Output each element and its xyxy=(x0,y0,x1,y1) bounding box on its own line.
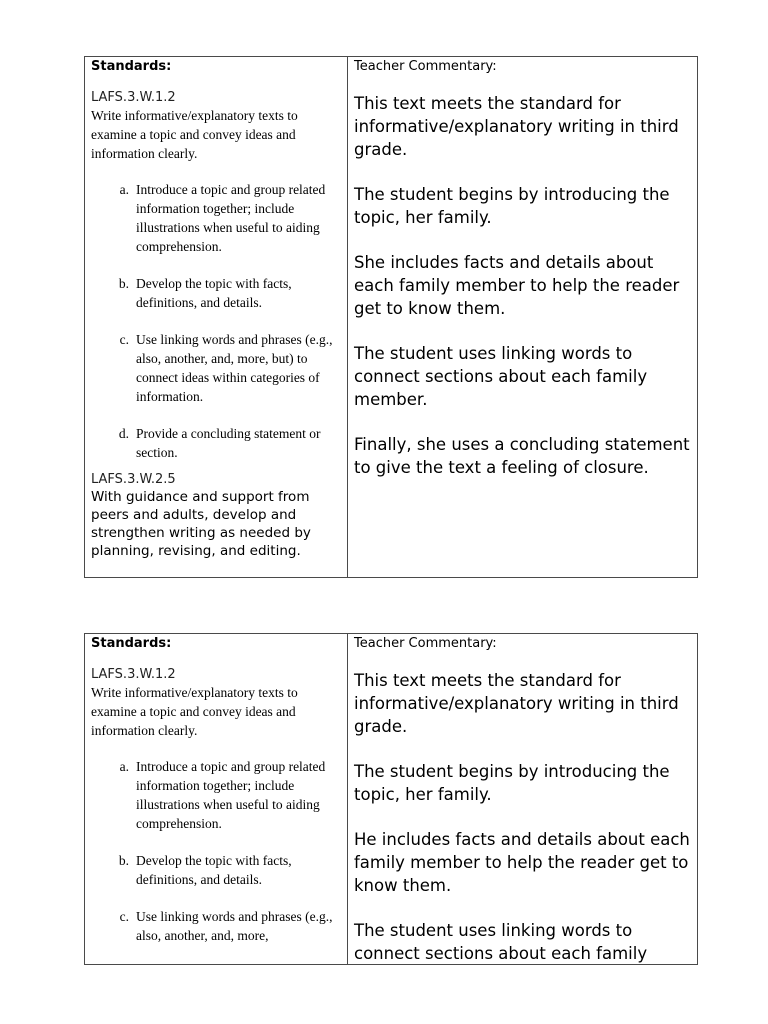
subitem-marker: a. xyxy=(119,759,129,774)
subitem-text: Develop the topic with facts, definitions, and details. xyxy=(136,276,292,310)
standard-subitems xyxy=(91,757,342,945)
commentary-header: Teacher Commentary: xyxy=(354,59,497,74)
standard-code: LAFS.3.W.2.5 xyxy=(91,472,176,487)
standards-commentary-table-1 xyxy=(84,56,698,578)
standards-column xyxy=(85,634,348,964)
commentary-paragraph: This text meets the standard for informative/explanatory writing in third grade. xyxy=(354,94,679,159)
subitem xyxy=(91,851,342,889)
subitem-marker: b. xyxy=(118,276,129,291)
subitem-text: Introduce a topic and group related information together; include illustrations when useful to aiding comprehension. xyxy=(136,759,326,831)
standards-header: Standards: xyxy=(91,59,172,74)
commentary-column xyxy=(348,57,697,577)
standards-header: Standards: xyxy=(91,636,172,651)
subitem-text: Provide a concluding statement or section. xyxy=(136,426,321,460)
standard-description: With guidance and support from peers and adults, develop and strengthen writing as needed by planning, revising, and editing. xyxy=(91,489,311,559)
subitem xyxy=(91,330,342,406)
subitem-marker: a. xyxy=(119,182,129,197)
commentary-header: Teacher Commentary: xyxy=(354,636,497,651)
standard-code: LAFS.3.W.1.2 xyxy=(91,90,176,105)
commentary-paragraph: She includes facts and details about each family member to help the reader get to know them. xyxy=(354,253,680,318)
commentary-paragraph: The student uses linking words to connect sections about each family member. xyxy=(354,344,648,409)
subitem-marker: c. xyxy=(119,909,129,924)
commentary-column xyxy=(348,634,697,964)
commentary-paragraph: The student begins by introducing the topic, her family. xyxy=(354,185,670,227)
standards-commentary-table-2 xyxy=(84,633,698,965)
commentary-paragraphs xyxy=(354,92,692,479)
subitem-marker: c. xyxy=(119,332,129,347)
subitem xyxy=(91,757,342,833)
subitem xyxy=(91,907,342,945)
subitem-text: Use linking words and phrases (e.g., also, another, and, more, but) to connect ideas within categories of information. xyxy=(136,332,333,404)
standards-column xyxy=(85,57,348,577)
subitem-marker: d. xyxy=(118,426,129,441)
subitem-text: Use linking words and phrases (e.g., also, another, and, more, xyxy=(136,909,333,943)
standard-code: LAFS.3.W.1.2 xyxy=(91,667,176,682)
commentary-paragraph: He includes facts and details about each family member to help the reader get to know them. xyxy=(354,830,690,895)
commentary-paragraphs xyxy=(354,669,692,965)
subitem-text: Introduce a topic and group related information together; include illustrations when useful to aiding comprehension. xyxy=(136,182,326,254)
commentary-paragraph: Finally, she uses a concluding statement to give the text a feeling of closure. xyxy=(354,435,690,477)
standard-description: Write informative/explanatory texts to examine a topic and convey ideas and information clearly. xyxy=(91,685,298,738)
subitem xyxy=(91,424,342,462)
commentary-paragraph: This text meets the standard for informative/explanatory writing in third grade. xyxy=(354,671,679,736)
standard-subitems xyxy=(91,180,342,462)
subitem-marker: b. xyxy=(118,853,129,868)
commentary-paragraph: The student begins by introducing the topic, her family. xyxy=(354,762,670,804)
subitem xyxy=(91,180,342,256)
subitem xyxy=(91,274,342,312)
standard-description: Write informative/explanatory texts to examine a topic and convey ideas and information clearly. xyxy=(91,108,298,161)
commentary-paragraph: The student uses linking words to connect sections about each family xyxy=(354,921,648,963)
subitem-text: Develop the topic with facts, definitions, and details. xyxy=(136,853,292,887)
